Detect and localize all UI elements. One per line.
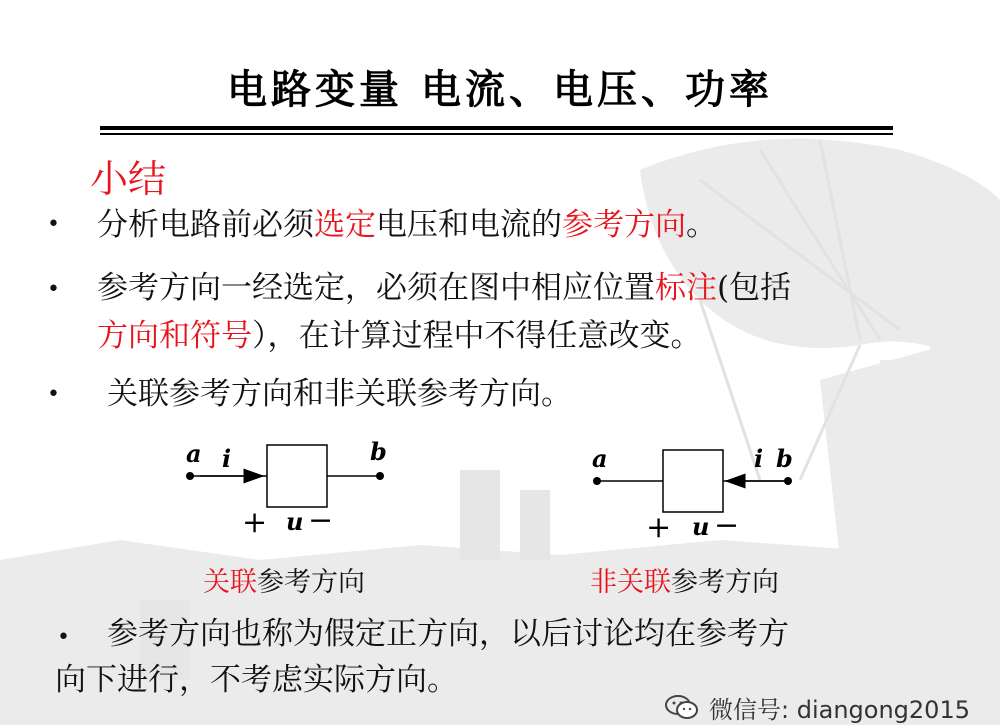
caption-highlight: 关联 — [203, 567, 257, 598]
caption-highlight: 非关联 — [590, 567, 671, 598]
bullet-1-highlight: 选定 — [314, 207, 376, 243]
current-label: i — [222, 444, 232, 473]
terminal-a — [593, 477, 601, 485]
bullet-marker: • — [47, 382, 60, 407]
bullet-marker: • — [47, 277, 60, 302]
bullet-2-highlight: 方向和符号 — [97, 318, 252, 354]
associated-caption — [203, 560, 365, 599]
caption-text: 参考方向 — [671, 567, 779, 598]
non-associated-caption — [590, 560, 779, 599]
bullet-1-text: 。 — [686, 207, 717, 243]
title-rule-thick — [100, 126, 893, 130]
element-box — [267, 445, 327, 507]
bullet-1-highlight: 参考方向 — [562, 207, 686, 243]
current-label: i — [754, 444, 764, 473]
title-rule-thin — [100, 133, 893, 135]
watermark-text: 微信号: diangong2015 — [709, 696, 970, 724]
bullet-4-line-2: 向下进行，不考虑实际方向。 — [55, 662, 458, 698]
voltage-label: u — [692, 512, 710, 541]
element-box — [663, 450, 723, 512]
slide-title: 电路变量 电流、电压、功率 — [227, 67, 773, 113]
bullet-2-text: 参考方向一经选定，必须在图中相应位置 — [97, 270, 655, 306]
bullet-1-text: 电压和电流的 — [376, 207, 562, 243]
bullet-marker: • — [57, 625, 70, 650]
bullet-3: 关联参考方向和非关联参考方向。 — [107, 376, 572, 412]
bullet-2-highlight: 标注 — [655, 270, 717, 306]
bullet-marker: • — [47, 212, 60, 237]
bullet-4-line-1: 参考方向也称为假定正方向，以后讨论均在参考方 — [107, 616, 789, 652]
bullet-2-text: (包括 — [717, 270, 792, 306]
bullet-1 — [97, 201, 717, 249]
bullet-2 — [97, 264, 957, 360]
terminal-a — [186, 472, 194, 480]
plus-sign: + — [242, 505, 268, 540]
associated-direction-diagram — [170, 430, 430, 540]
bullet-2-text: ），在计算过程中不得任意改变。 — [252, 318, 702, 354]
caption-text: 参考方向 — [257, 567, 365, 598]
non-associated-direction-diagram — [580, 435, 840, 545]
node-b-label: b — [370, 437, 387, 466]
node-b-label: b — [776, 444, 793, 473]
voltage-label: u — [286, 507, 304, 536]
bullet-1-text: 分析电路前必须 — [97, 207, 314, 243]
plus-sign: + — [646, 510, 672, 545]
minus-sign: − — [714, 508, 740, 543]
minus-sign: − — [308, 503, 334, 538]
node-a-label: a — [186, 439, 202, 468]
section-heading: 小结 — [90, 157, 167, 201]
terminal-b — [784, 477, 792, 485]
node-a-label: a — [592, 444, 608, 473]
terminal-b — [376, 472, 384, 480]
wechat-icon — [665, 694, 699, 720]
